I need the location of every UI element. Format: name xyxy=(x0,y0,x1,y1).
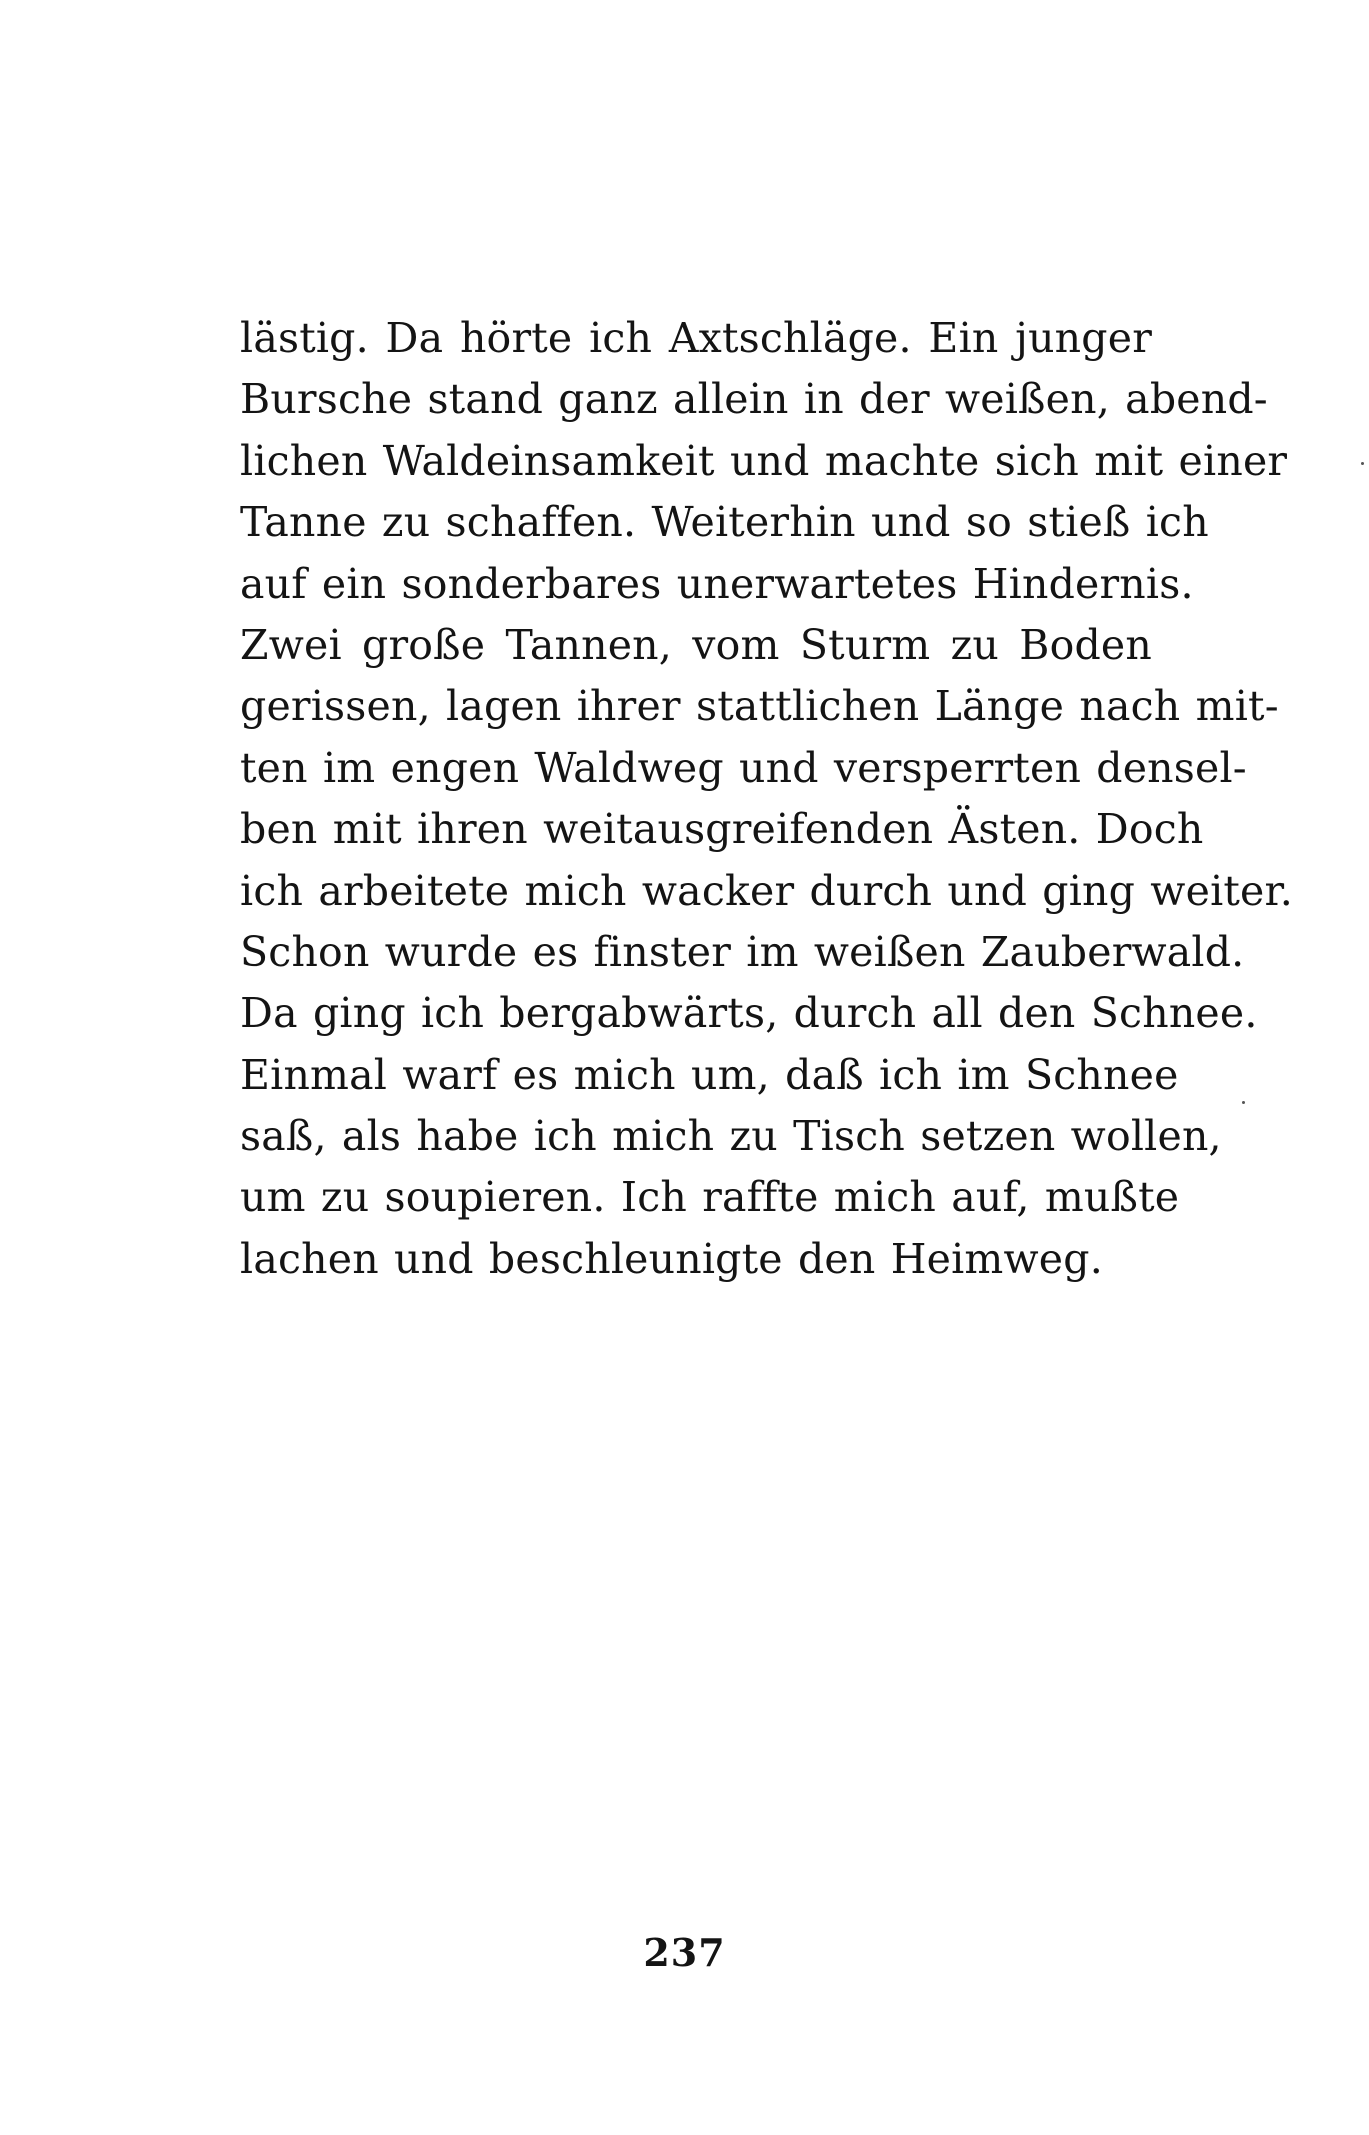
text-line: Einmal warf es mich um, daß ich im Schnee xyxy=(240,1050,1179,1099)
text-line: Zwei große Tannen, vom Sturm zu Boden xyxy=(240,620,1152,669)
text-line: ich arbeitete mich wacker durch und ging weiter. xyxy=(240,866,1294,915)
text-line: Schon wurde es finster im weißen Zauberwald. xyxy=(240,927,1245,976)
text-line: Da ging ich bergabwärts, durch all den Schnee. xyxy=(240,989,1258,1038)
text-line: ten im engen Waldweg und versperrten densel- xyxy=(240,743,1247,792)
page-number: 237 xyxy=(643,1930,726,1975)
scan-speck xyxy=(1361,462,1364,465)
scan-speck xyxy=(1242,1101,1245,1104)
body-text xyxy=(240,308,1294,1290)
text-line: um zu soupieren. Ich raffte mich auf, mußte xyxy=(240,1173,1180,1222)
text-line: auf ein sonderbares unerwartetes Hindernis. xyxy=(240,559,1194,608)
text-line: lästig. Da hörte ich Axtschläge. Ein junger xyxy=(240,314,1152,362)
text-line: saß, als habe ich mich zu Tisch setzen wollen, xyxy=(240,1112,1222,1161)
text-line: lichen Waldeinsamkeit und machte sich mit einer xyxy=(240,436,1288,485)
text-line: gerissen, lagen ihrer stattlichen Länge nach mit- xyxy=(240,682,1279,731)
text-line: ben mit ihren weitausgreifenden Ästen. Doch xyxy=(240,805,1204,854)
text-line: Tanne zu schaffen. Weiterhin und so stieß ich xyxy=(240,498,1209,547)
text-line: lachen und beschleunigte den Heimweg. xyxy=(240,1234,1103,1283)
text-line: Bursche stand ganz allein in der weißen, abend- xyxy=(240,375,1268,424)
